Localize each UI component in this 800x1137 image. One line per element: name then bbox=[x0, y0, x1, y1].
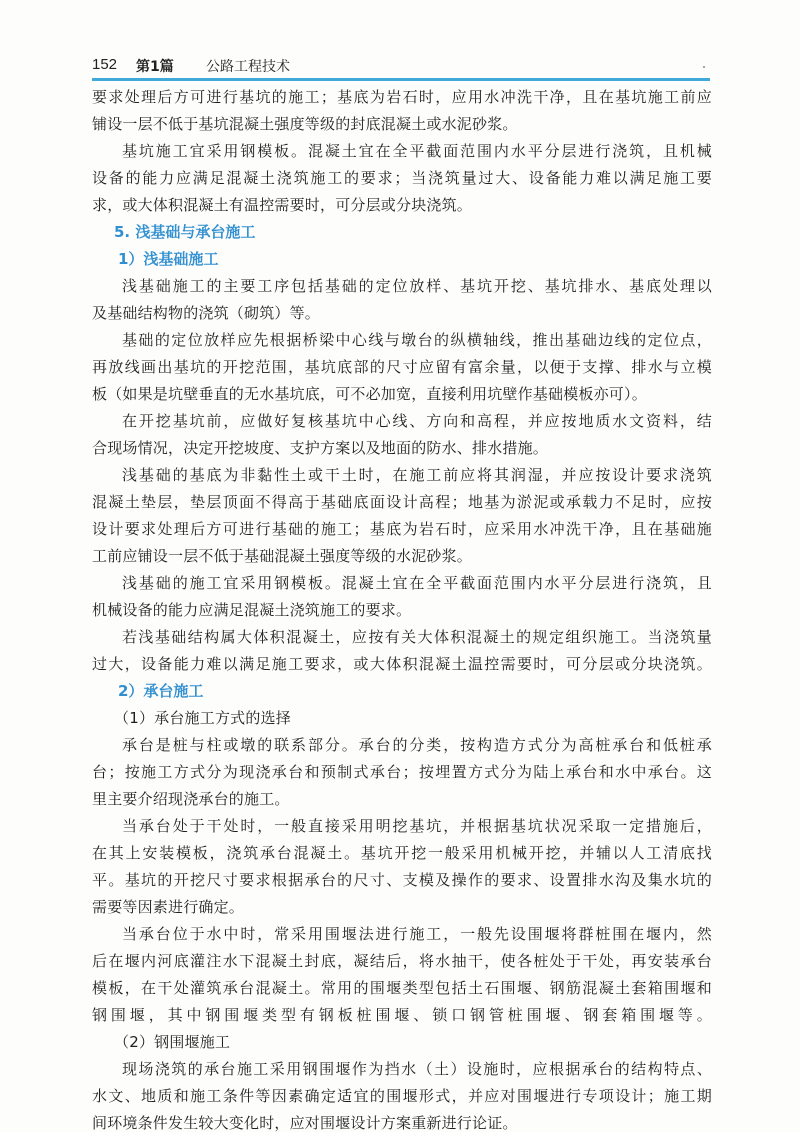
paragraph bbox=[92, 138, 712, 219]
sub-subsection-heading: （1）承台施工方式的选择 bbox=[114, 709, 291, 727]
section-heading: 5. 浅基础与承台施工 bbox=[114, 223, 256, 241]
paragraph bbox=[92, 462, 712, 570]
text-line: 需要等因素进行确定。 bbox=[92, 898, 245, 916]
text-line: 过大，设备能力难以满足施工要求，或大体积混凝土温控需要时，可分层或分块浇筑。 bbox=[92, 655, 712, 673]
text-line: 设计要求处理后方可进行基础的施工；基底为岩石时，应采用水冲洗干净，且在基础施 bbox=[92, 520, 712, 538]
text-line: 台；按施工方式分为现浇承台和预制式承台；按埋置方式分为陆上承台和水中承台。这 bbox=[92, 763, 712, 781]
text-line: 基础的定位放样应先根据桥梁中心线与墩台的纵横轴线，推出基础边线的定位点， bbox=[122, 331, 712, 349]
paragraph bbox=[92, 327, 712, 408]
paragraph bbox=[92, 813, 712, 921]
text-line: 要求处理后方可进行基坑的施工；基底为岩石时，应用水冲洗干净，且在基坑施工前应 bbox=[92, 88, 712, 106]
body-text bbox=[92, 84, 712, 1137]
text-line: 模板，在干处灌筑承台混凝土。常用的围堰类型包括土石围堰、钢筋混凝土套箱围堰和 bbox=[92, 979, 712, 997]
text-line: 在开挖基坑前，应做好复核基坑中心线、方向和高程，并应按地质水文资料，结 bbox=[122, 412, 712, 430]
text-line: 若浅基础结构属大体积混凝土，应按有关大体积混凝土的规定组织施工。当浇筑量 bbox=[122, 628, 712, 646]
text-line: 承台是桩与柱或墩的联系部分。承台的分类，按构造方式分为高桩承台和低桩承 bbox=[122, 736, 712, 754]
text-line: 再放线画出基坑的开挖范围，基坑底部的尺寸应留有富余量，以便于支撑、排水与立模 bbox=[92, 358, 712, 376]
text-line: 浅基础的施工宜采用钢模板。混凝土宜在全平截面范围内水平分层进行浇筑，且 bbox=[122, 574, 712, 592]
text-line: 里主要介绍现浇承台的施工。 bbox=[92, 790, 290, 808]
subsection-heading: 1）浅基础施工 bbox=[118, 250, 219, 268]
text-line: 当承台处于干处时，一般直接采用明挖基坑，并根据基坑状况采取一定措施后， bbox=[122, 817, 712, 835]
text-line: 合现场情况，决定开挖坡度、支护方案以及地面的防水、排水措施。 bbox=[92, 439, 549, 457]
running-header bbox=[92, 56, 712, 78]
text-line: 在其上安装模板，浇筑承台混凝土。基坑开挖一般采用机械开挖，并辅以人工清底找 bbox=[92, 844, 712, 862]
text-line: 间环境条件发生较大变化时，应对围堰设计方案重新进行论证。 bbox=[92, 1114, 518, 1132]
part-title: 公路工程技术 bbox=[206, 59, 290, 75]
paragraph bbox=[92, 1056, 712, 1137]
text-line: 水文、地质和施工条件等因素确定适宜的围堰形式，并应对围堰进行专项设计；施工期 bbox=[92, 1087, 712, 1105]
text-line: 混凝土垫层，垫层顶面不得高于基础底面设计高程；地基为淤泥或承载力不足时，应按 bbox=[92, 493, 712, 511]
paragraph bbox=[92, 570, 712, 624]
paragraph bbox=[92, 732, 712, 813]
scan-dot bbox=[703, 66, 705, 68]
page-number: 152 bbox=[92, 56, 118, 73]
paragraph bbox=[92, 624, 712, 678]
text-line: 设备的能力应满足混凝土浇筑施工的要求；当浇筑量过大、设备能力难以满足施工要 bbox=[92, 169, 712, 187]
text-line: 及基础结构物的浇筑（砌筑）等。 bbox=[92, 304, 321, 322]
part-label: 第1篇 bbox=[136, 59, 174, 75]
text-line: 现场浇筑的承台施工采用钢围堰作为挡水（土）设施时，应根据承台的结构特点、 bbox=[122, 1060, 712, 1078]
text-line: 浅基础施工的主要工序包括基础的定位放样、基坑开挖、基坑排水、基底处理以 bbox=[122, 277, 712, 295]
text-line: 铺设一层不低于基坑混凝土强度等级的封底混凝土或水泥砂浆。 bbox=[92, 115, 518, 133]
paragraph bbox=[92, 408, 712, 462]
text-line: 平。基坑的开挖尺寸要求根据承台的尺寸、支模及操作的要求、设置排水沟及集水坑的 bbox=[92, 871, 712, 889]
text-line: 后在堰内河底灌注水下混凝土封底，凝结后，将水抽干，使各桩处于干处，再安装承台 bbox=[92, 952, 712, 970]
paragraph bbox=[92, 921, 712, 1029]
text-line: 钢围堰，其中钢围堰类型有钢板桩围堰、锁口钢管桩围堰、钢套箱围堰等。 bbox=[92, 1006, 712, 1024]
text-line: 浅基础的基底为非黏性土或干土时，在施工前应将其润湿，并应按设计要求浇筑 bbox=[122, 466, 712, 484]
text-line: 机械设备的能力应满足混凝土浇筑施工的要求。 bbox=[92, 601, 412, 619]
paragraph bbox=[92, 273, 712, 327]
text-line: 工前应铺设一层不低于基础混凝土强度等级的水泥砂浆。 bbox=[92, 547, 473, 565]
text-line: 当承台位于水中时，常采用围堰法进行施工，一般先设围堰将群桩围在堰内，然 bbox=[122, 925, 712, 943]
paragraph bbox=[92, 84, 712, 138]
text-line: 板（如果是坑壁垂直的无水基坑底，可不必加宽，直接利用坑壁作基础模板亦可）。 bbox=[92, 385, 647, 403]
sub-subsection-heading: （2）钢围堰施工 bbox=[114, 1033, 231, 1051]
header-rule bbox=[92, 78, 710, 81]
text-line: 基坑施工宜采用钢模板。混凝土宜在全平截面范围内水平分层进行浇筑，且机械 bbox=[122, 142, 712, 160]
subsection-heading: 2）承台施工 bbox=[118, 682, 204, 700]
text-line: 求，或大体积混凝土有温控需要时，可分层或分块浇筑。 bbox=[92, 196, 473, 214]
